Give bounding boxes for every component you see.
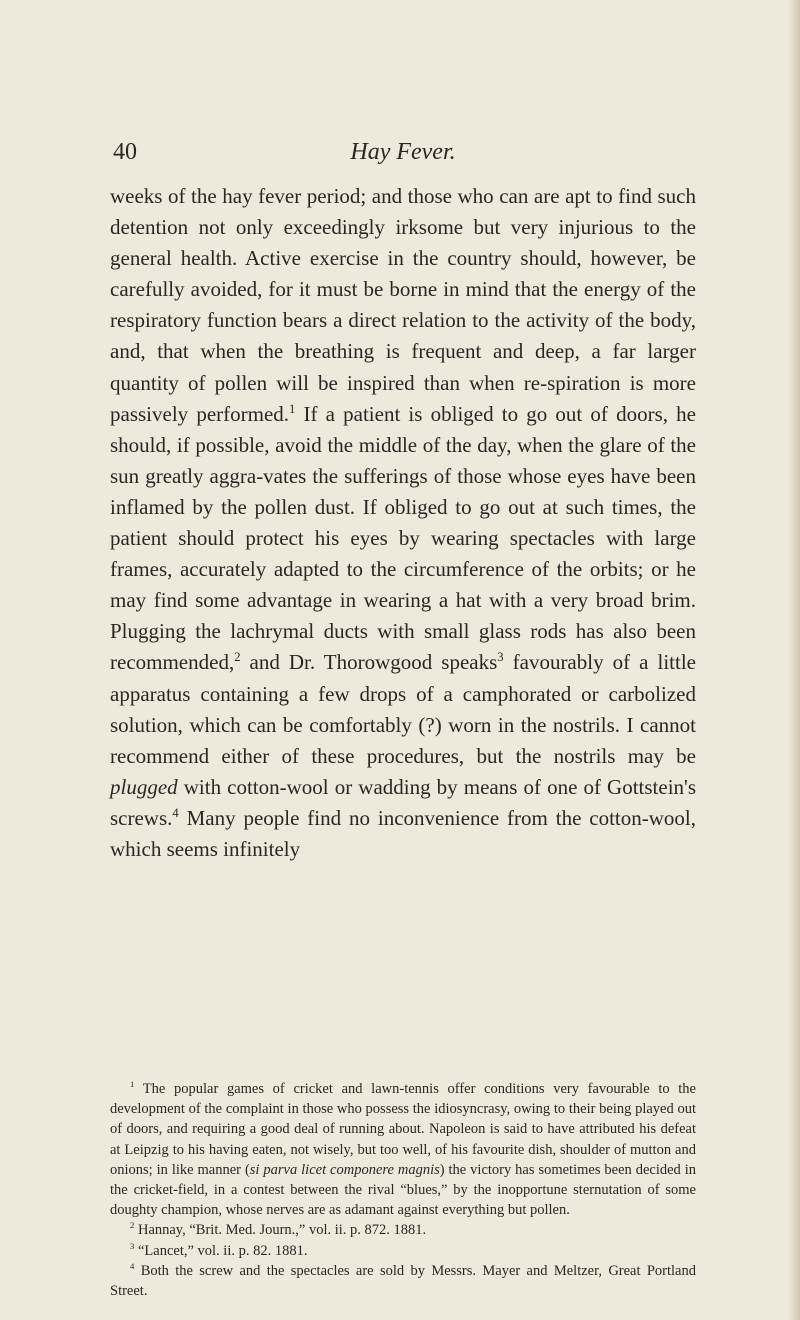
footnote-text: Both the screw and the spectacles are sold by Messrs. Mayer and Meltzer, Great Portland Street.: [110, 1262, 696, 1300]
page-edge-shadow: [788, 0, 800, 1320]
running-title: Hay Fever.: [350, 139, 456, 165]
footnote-text: The popular games of cricket and lawn-tennis offer conditions very favourable to the development of the complaint in those who possess the idiosyncrasy, owing to their being played out of doors, and requiring a good deal of running about. Napoleon is said to have attributed his defeat at Leipzig to his having eaten, not wisely, but too well, of his favourite dish, shoulder of mutton and onions; in like manner (: [110, 1081, 696, 1178]
footnote-reference[interactable]: 4: [172, 805, 179, 820]
body-text-segment: weeks of the hay fever period; and those who can are apt to find such detention not only exceedingly irksome but very injurious to the general health. Active exercise in the country should, however, be carefully avoided, for it must be borne in mind that the energy of the respiratory function bears a direct relation to the activity of the body, and, that when the breathing is frequent and deep, a far larger quantity of pollen will be inspired than when re-spiration is more passively performed.: [110, 184, 696, 426]
footnotes: [110, 1079, 696, 1301]
footnote-latin-phrase: si parva licet componere magnis: [249, 1161, 440, 1178]
body-text-segment: favourably of a little apparatus containing a few drops of a camphorated or carbolized solution, which can be comfortably (?) worn in the nostrils. I cannot recommend either of these procedures, but the nostrils may be: [110, 650, 696, 768]
footnote-3: [110, 1241, 696, 1261]
footnote-4: [110, 1261, 696, 1301]
body-paragraph: [110, 181, 696, 865]
body-text: [110, 181, 696, 865]
body-text-segment: If a patient is obliged to go out of doors, he should, if possible, avoid the middle of the day, when the glare of the sun greatly aggra-vates the sufferings of those whose eyes have been inflamed by the pollen dust. If obliged to go out at such times, the patient should protect his eyes by wearing spectacles with large frames, accurately adapted to the circumference of the orbits; or he may find some advantage in wearing a hat with a very broad brim. Plugging the lachrymal ducts with small glass rods has also been recommended,: [110, 401, 696, 675]
footnote-mark: 3: [130, 1240, 135, 1251]
footnote-text: ) the victory has sometimes been decided in the cricket-field, in a contest between the rival “blues,” by the inopportune sternutation of some doughty champion, whose nerves are as adamant against everything but pollen.: [110, 1161, 697, 1219]
footnote-reference[interactable]: 1: [289, 401, 296, 416]
body-text-segment: Many people find no inconvenience from the cotton-wool, which seems infinitely: [110, 805, 696, 861]
body-text-segment: and Dr. Thorowgood speaks: [240, 650, 498, 675]
footnote-mark: 4: [130, 1261, 135, 1271]
footnote-mark: 2: [130, 1220, 135, 1231]
footnote-reference[interactable]: 2: [234, 650, 241, 665]
running-header: [113, 136, 693, 168]
footnote-mark: 1: [130, 1079, 135, 1090]
emphasized-word: plugged: [110, 774, 178, 799]
footnote-2: [110, 1220, 696, 1240]
footnote-1: [110, 1079, 696, 1220]
footnote-text: “Lancet,” vol. ii. p. 82. 1881.: [134, 1242, 308, 1259]
footnote-reference[interactable]: 3: [497, 650, 504, 665]
page-number: 40: [113, 139, 137, 165]
body-text-segment: with cotton-wool or wadding by means of one of Gottstein's screws.: [110, 774, 696, 830]
footnote-text: Hannay, “Brit. Med. Journ.,” vol. ii. p. 872. 1881.: [134, 1222, 427, 1239]
